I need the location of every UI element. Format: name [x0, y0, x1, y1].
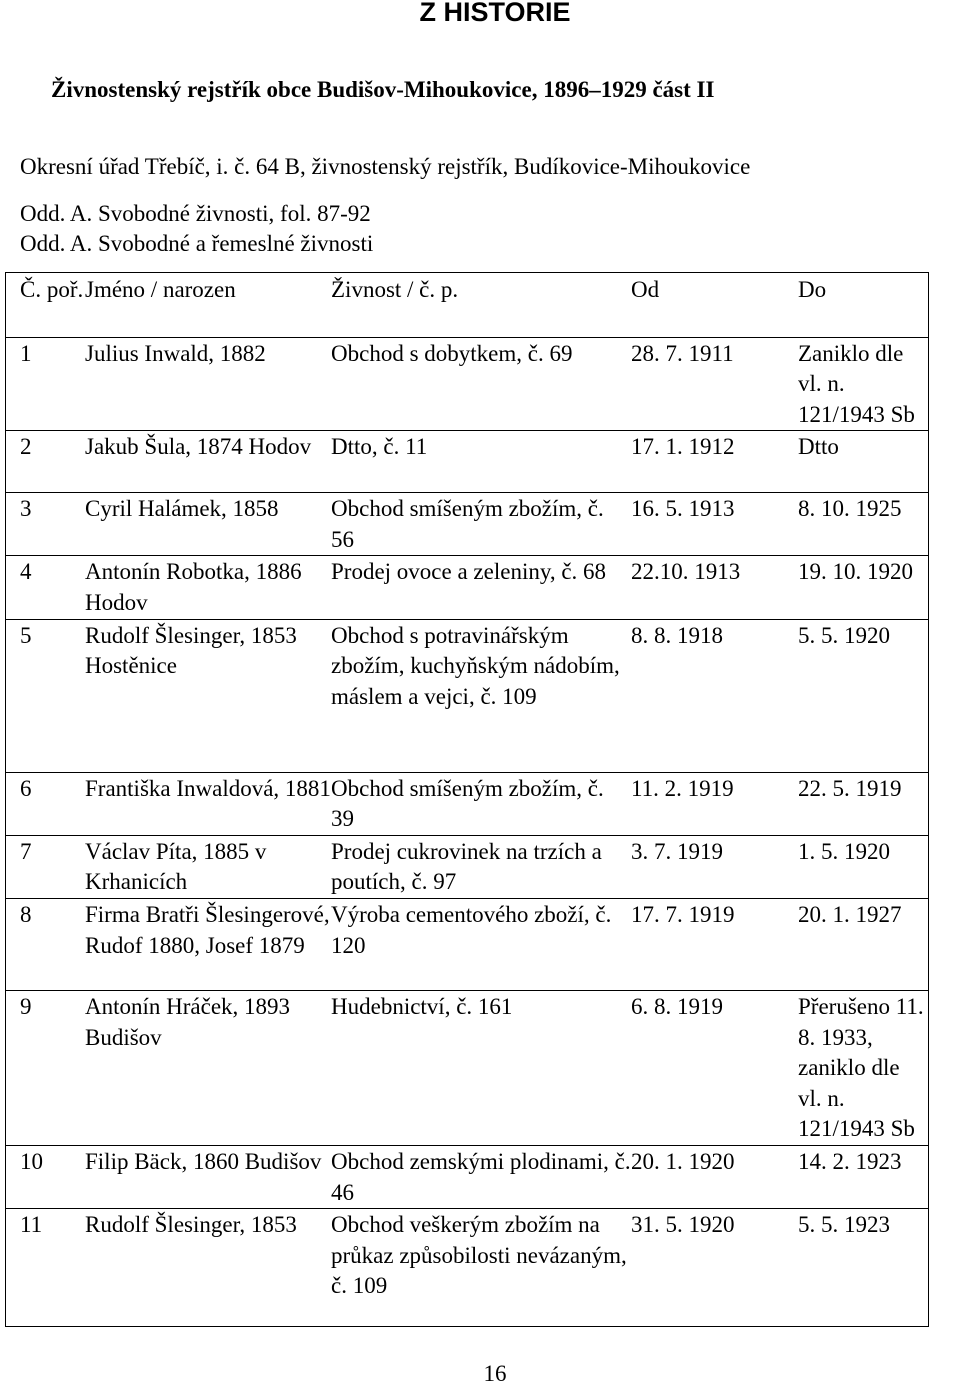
row-trade: Prodej cukrovinek na trzích a poutích, č. 97	[331, 838, 602, 895]
header-num: Č. poř.	[20, 277, 84, 302]
header-to: Do	[798, 277, 827, 302]
row-num: 1	[20, 340, 32, 366]
row-from: 6. 8. 1919	[631, 994, 723, 1020]
row-from: 22.10. 1913	[631, 559, 741, 585]
row-to: 1. 5. 1920	[798, 838, 890, 864]
row-trade: Obchod zemskými plodinami, č. 46	[331, 1149, 631, 1205]
row-name: Antonín Robotka, 1886 Hodov	[85, 559, 302, 616]
row-from: 3. 7. 1919	[631, 838, 723, 864]
header-name: Jméno / narozen	[85, 277, 236, 302]
row-num: 8	[20, 902, 32, 928]
row-name: Václav Píta, 1885 v Krhanicích	[85, 838, 267, 895]
section-label-1: Odd. A. Svobodné živnosti, fol. 87-92	[20, 201, 371, 226]
row-name: Jakub Šula, 1874 Hodov	[85, 434, 312, 460]
row-from: 17. 1. 1912	[631, 434, 735, 460]
table-row	[5, 337, 928, 431]
row-from: 16. 5. 1913	[631, 496, 735, 522]
row-name: Julius Inwald, 1882	[85, 340, 266, 366]
row-num: 11	[20, 1212, 43, 1238]
row-to: 5. 5. 1920	[798, 622, 890, 648]
row-to: 19. 10. 1920	[798, 559, 913, 585]
row-trade: Obchod veškerým zbožím na průkaz způsobilosti nevázaným, č. 109	[331, 1212, 627, 1299]
row-name: Rudolf Šlesinger, 1853 Hostěnice	[85, 622, 297, 679]
page-number: 16	[483, 1361, 507, 1386]
section-label-2: Odd. A. Svobodné a řemeslné živnosti	[20, 231, 374, 256]
row-num: 6	[20, 775, 32, 801]
row-to: 14. 2. 1923	[798, 1149, 902, 1174]
row-name: Františka Inwaldová, 1881	[85, 775, 331, 801]
row-from: 17. 7. 1919	[631, 902, 735, 928]
row-name: Firma Bratři Šlesingerové, Rudof 1880, Josef 1879	[85, 902, 330, 958]
table-row	[5, 619, 928, 772]
row-name: Filip Bäck, 1860 Budišov	[85, 1149, 322, 1174]
table-row	[5, 1209, 928, 1329]
row-num: 7	[20, 838, 32, 864]
table-row	[5, 772, 928, 835]
row-to: 20. 1. 1927	[798, 902, 902, 928]
header-from: Od	[631, 277, 660, 302]
row-to: Zaniklo dle vl. n. 121/1943 Sb	[798, 340, 915, 427]
table-row	[5, 991, 928, 1146]
row-from: 20. 1. 1920	[631, 1149, 735, 1174]
table-header-row	[5, 274, 928, 337]
row-to: 5. 5. 1923	[798, 1212, 890, 1238]
row-from: 31. 5. 1920	[631, 1212, 735, 1238]
table-row	[5, 835, 928, 898]
row-num: 2	[20, 434, 32, 460]
row-from: 28. 7. 1911	[631, 340, 734, 366]
row-to: Přerušeno 11. 8. 1933, zaniklo dle vl. n. 121/1943 Sb	[798, 994, 924, 1142]
row-trade: Obchod smíšeným zbožím, č. 56	[331, 496, 604, 552]
row-trade: Hudebnictví, č. 161	[331, 994, 513, 1020]
row-to: 8. 10. 1925	[798, 496, 902, 522]
row-trade: Obchod smíšeným zbožím, č. 39	[331, 775, 604, 832]
row-name: Antonín Hráček, 1893 Budišov	[85, 994, 291, 1050]
row-num: 5	[20, 622, 32, 648]
table-row	[5, 431, 928, 493]
table-row	[5, 493, 928, 556]
row-trade: Obchod s potravinářským zbožím, kuchyňským nádobím, máslem a vejci, č. 109	[331, 622, 620, 709]
header-trade: Živnost / č. p.	[331, 277, 459, 302]
page-title: Z HISTORIE	[419, 0, 571, 27]
row-from: 8. 8. 1918	[631, 622, 723, 648]
trade-register-table	[5, 274, 928, 1329]
row-from: 11. 2. 1919	[631, 775, 734, 801]
table-row	[5, 556, 928, 619]
row-name: Rudolf Šlesinger, 1853	[85, 1212, 297, 1238]
row-num: 3	[20, 496, 32, 522]
table-row	[5, 1146, 928, 1209]
document-subtitle: Živnostenský rejstřík obce Budišov-Mihoukovice, 1896–1929 část II	[51, 77, 715, 102]
row-num: 10	[20, 1149, 43, 1174]
archive-source: Okresní úřad Třebíč, i. č. 64 B, živnostenský rejstřík, Budíkovice-Mihoukovice	[20, 154, 751, 179]
row-num: 4	[20, 559, 32, 585]
row-trade: Dtto, č. 11	[331, 434, 428, 460]
row-trade: Prodej ovoce a zeleniny, č. 68	[331, 559, 607, 585]
row-trade: Výroba cementového zboží, č. 120	[331, 902, 612, 958]
row-num: 9	[20, 994, 32, 1020]
row-to: 22. 5. 1919	[798, 775, 902, 801]
row-trade: Obchod s dobytkem, č. 69	[331, 340, 573, 366]
row-name: Cyril Halámek, 1858	[85, 496, 279, 522]
table-row	[5, 899, 928, 991]
row-to: Dtto	[798, 434, 839, 460]
